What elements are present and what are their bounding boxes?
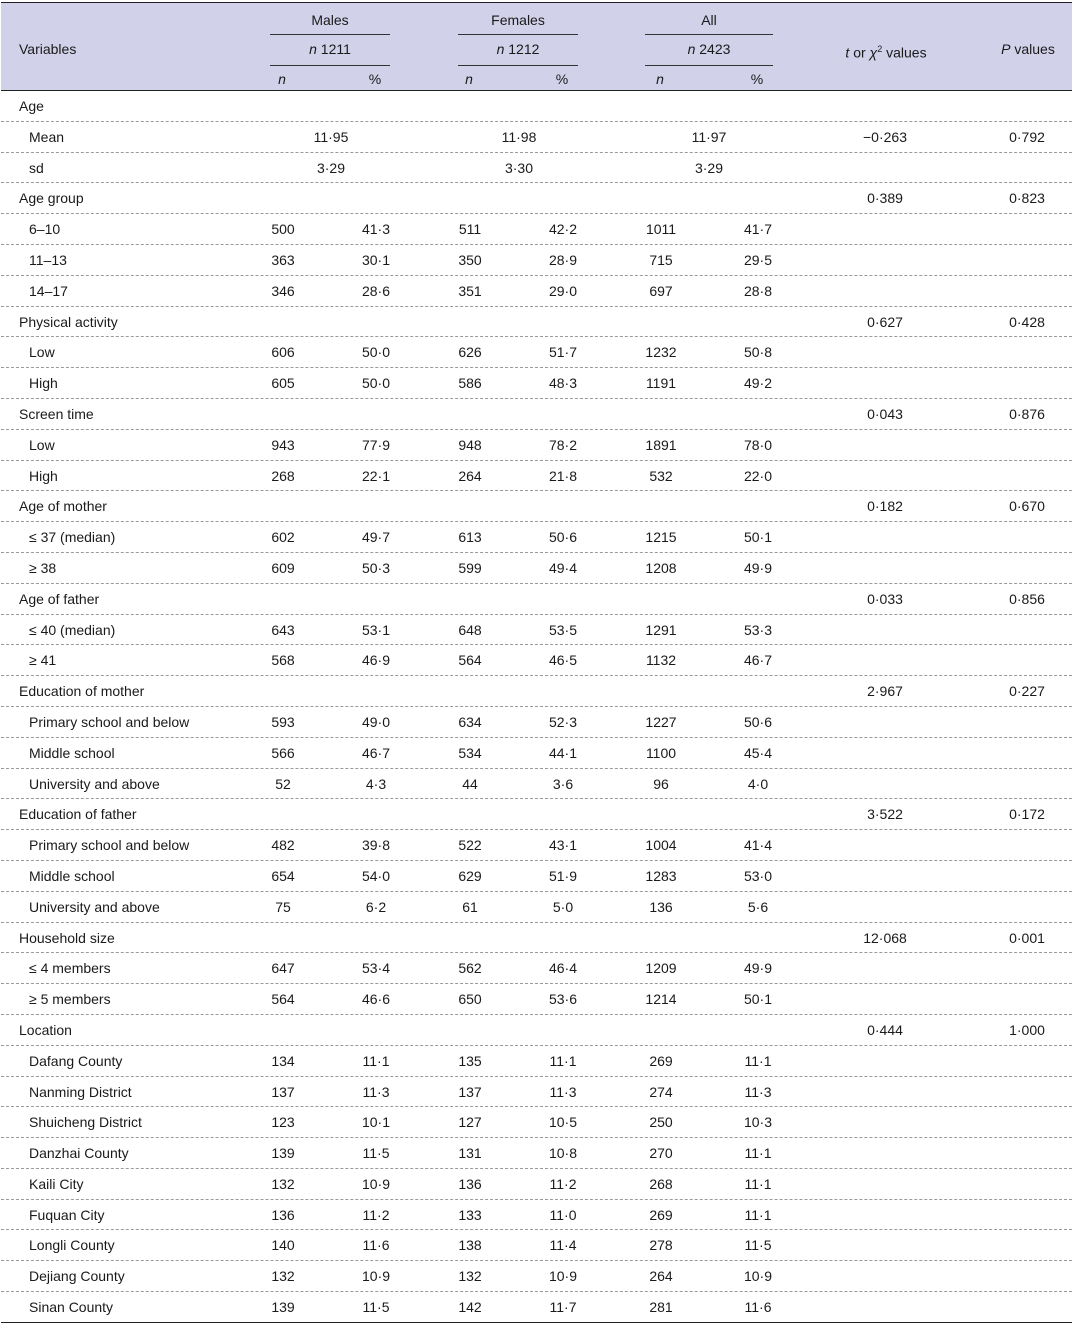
p-value-cell: 0·792: [1009, 128, 1045, 145]
males-pct-cell: 46·9: [361, 652, 391, 669]
females-pct-cell: 5·0: [552, 898, 574, 915]
females-n-cell: 629: [458, 867, 482, 884]
table-row: [1, 337, 1072, 368]
p-value-cell: 0·670: [1009, 498, 1045, 515]
row-label: ≥ 38: [29, 559, 57, 576]
header-all-sub-n: n: [656, 71, 664, 87]
table-row: [1, 892, 1072, 923]
t-value-cell: 12·068: [863, 929, 907, 946]
t-value-cell: −0·263: [863, 128, 907, 145]
all-pct-cell: 11·5: [744, 1237, 772, 1254]
row-label: Primary school and below: [29, 713, 190, 730]
row-heading-label: Physical activity: [19, 313, 118, 330]
females-n-cell: 613: [458, 529, 482, 546]
row-label: Fuquan City: [29, 1206, 105, 1223]
header-females-sub-pct: %: [555, 71, 569, 87]
p-value-cell: 0·823: [1009, 190, 1045, 207]
males-pct-cell: 22·1: [361, 467, 391, 484]
males-pct-cell: 77·9: [361, 436, 391, 453]
row-label: Dejiang County: [29, 1268, 125, 1285]
males-pct-cell: 50·0: [361, 375, 391, 392]
table-row: [1, 861, 1072, 892]
females-pct-cell: 44·1: [548, 744, 578, 761]
table-row: [1, 830, 1072, 861]
all-pct-cell: 11·6: [744, 1299, 772, 1316]
males-n-cell: 75: [275, 898, 291, 915]
table-row: [1, 430, 1072, 461]
males-n-cell: 134: [271, 1052, 295, 1069]
row-label: University and above: [29, 898, 160, 915]
males-n-cell: 268: [271, 467, 295, 484]
females-value-cell: 3·30: [504, 159, 534, 176]
females-n-cell: 534: [458, 744, 482, 761]
t-value-cell: 0·043: [867, 405, 903, 422]
females-pct-cell: 53·5: [548, 621, 578, 638]
table-row: [1, 1138, 1072, 1169]
females-pct-cell: 11·1: [549, 1052, 577, 1069]
row-heading-label: Age: [19, 98, 44, 114]
header-females-sub-n: n: [465, 71, 473, 87]
males-pct-cell: 53·1: [361, 621, 391, 638]
header-males-n: n 1211: [309, 41, 351, 57]
row-label: ≤ 4 members: [29, 960, 111, 977]
females-n-cell: 61: [462, 898, 478, 915]
females-pct-cell: 11·7: [549, 1299, 577, 1316]
males-n-cell: 139: [271, 1145, 295, 1162]
all-n-cell: 250: [649, 1114, 673, 1131]
males-pct-cell: 46·7: [361, 744, 391, 761]
header-variables: Variables: [19, 41, 77, 57]
males-pct-cell: 11·5: [362, 1145, 390, 1162]
females-n-cell: 44: [462, 775, 478, 792]
males-pct-cell: 50·3: [361, 559, 391, 576]
females-pct-cell: 11·4: [549, 1237, 577, 1254]
males-pct-cell: 11·5: [362, 1299, 390, 1316]
females-n-cell: 135: [458, 1052, 482, 1069]
all-n-cell: 269: [649, 1206, 673, 1223]
males-n-cell: 137: [271, 1083, 295, 1100]
row-label: ≤ 37 (median): [29, 529, 116, 546]
all-n-cell: 1283: [645, 867, 677, 884]
row-label: ≥ 5 members: [29, 991, 111, 1008]
table-row: [1, 461, 1072, 492]
all-pct-cell: 28·8: [743, 282, 773, 299]
row-heading-label: Age group: [19, 190, 84, 207]
all-pct-cell: 5·6: [747, 898, 769, 915]
all-pct-cell: 4·0: [747, 775, 769, 792]
males-pct-cell: 6·2: [365, 898, 387, 915]
header-males: Males: [311, 12, 349, 28]
females-n-cell: 522: [458, 837, 482, 854]
all-n-cell: 1100: [645, 744, 677, 761]
all-pct-cell: 53·3: [743, 621, 773, 638]
header-all-sub-pct: %: [750, 71, 764, 87]
males-pct-cell: 39·8: [361, 837, 391, 854]
males-pct-cell: 11·3: [362, 1083, 390, 1100]
header-females-rule: [458, 34, 578, 35]
table-row: [1, 584, 1072, 615]
p-value-cell: 0·876: [1009, 405, 1045, 422]
females-pct-cell: 42·2: [548, 221, 578, 238]
table-row: [1, 122, 1072, 153]
row-heading-label: Location: [19, 1021, 72, 1038]
males-n-cell: 132: [271, 1268, 295, 1285]
all-pct-cell: 50·6: [743, 713, 773, 730]
males-n-cell: 602: [271, 529, 295, 546]
males-n-cell: 139: [271, 1299, 295, 1316]
all-pct-cell: 50·1: [743, 991, 773, 1008]
p-value-cell: 0·001: [1009, 929, 1045, 946]
header-p-values: P values: [1001, 41, 1055, 57]
females-n-cell: 564: [458, 652, 482, 669]
all-pct-cell: 11·1: [744, 1052, 772, 1069]
females-n-cell: 562: [458, 960, 482, 977]
all-n-cell: 136: [649, 898, 673, 915]
table-row: [1, 615, 1072, 646]
table-header: [1, 2, 1072, 91]
males-n-cell: 132: [271, 1175, 295, 1192]
row-label: Middle school: [29, 744, 115, 761]
p-value-cell: 0·856: [1009, 590, 1045, 607]
row-heading-label: Education of father: [19, 806, 137, 823]
row-label: ≥ 41: [29, 652, 57, 669]
table-row: [1, 214, 1072, 245]
row-label: ≤ 40 (median): [29, 621, 116, 638]
table-row: [1, 1077, 1072, 1108]
males-n-cell: 140: [271, 1237, 295, 1254]
males-pct-cell: 30·1: [361, 251, 391, 268]
females-pct-cell: 10·5: [548, 1114, 578, 1131]
all-n-cell: 697: [649, 282, 673, 299]
females-pct-cell: 50·6: [548, 529, 578, 546]
all-pct-cell: 78·0: [743, 436, 773, 453]
row-label: Nanming District: [29, 1083, 132, 1100]
males-pct-cell: 50·0: [361, 344, 391, 361]
t-value-cell: 0·627: [867, 313, 903, 330]
females-n-cell: 350: [458, 251, 482, 268]
t-value-cell: 0·389: [867, 190, 903, 207]
table-row: [1, 1107, 1072, 1138]
row-heading-label: Screen time: [19, 405, 94, 422]
females-n-cell: 626: [458, 344, 482, 361]
table-row: [1, 1200, 1072, 1231]
row-label: 14–17: [29, 282, 68, 299]
males-n-cell: 654: [271, 867, 295, 884]
header-males-subrule: [270, 65, 390, 66]
females-pct-cell: 46·4: [548, 960, 578, 977]
row-label: Mean: [29, 128, 65, 145]
table-row: [1, 1015, 1072, 1046]
females-pct-cell: 48·3: [548, 375, 578, 392]
all-pct-cell: 10·3: [743, 1114, 773, 1131]
row-label: 6–10: [29, 221, 61, 238]
table-row: [1, 491, 1072, 522]
males-pct-cell: 53·4: [361, 960, 391, 977]
p-value-cell: 0·428: [1009, 313, 1045, 330]
males-pct-cell: 4·3: [365, 775, 387, 792]
row-label: High: [29, 375, 58, 392]
females-value-cell: 11·98: [501, 128, 537, 145]
males-pct-cell: 28·6: [361, 282, 391, 299]
females-pct-cell: 11·2: [549, 1175, 577, 1192]
table-row: [1, 769, 1072, 800]
males-n-cell: 566: [271, 744, 295, 761]
females-pct-cell: 10·8: [548, 1145, 578, 1162]
all-n-cell: 1214: [645, 991, 677, 1008]
all-pct-cell: 22·0: [743, 467, 773, 484]
table-body: [1, 91, 1072, 1323]
males-n-cell: 564: [271, 991, 295, 1008]
table-row: [1, 1046, 1072, 1077]
row-label: 11–13: [29, 251, 67, 268]
all-pct-cell: 50·8: [743, 344, 773, 361]
t-value-cell: 3·522: [867, 806, 903, 823]
all-n-cell: 1011: [645, 221, 677, 238]
table-row: [1, 1261, 1072, 1292]
females-pct-cell: 10·9: [548, 1268, 578, 1285]
table-row: [1, 368, 1072, 399]
table-row: [1, 153, 1072, 184]
females-pct-cell: 51·9: [548, 867, 578, 884]
males-n-cell: 136: [271, 1206, 295, 1223]
females-n-cell: 137: [458, 1083, 482, 1100]
table-row: [1, 91, 1072, 122]
table-row: [1, 799, 1072, 830]
all-pct-cell: 53·0: [743, 867, 773, 884]
header-females-n: n 1212: [496, 41, 540, 57]
males-n-cell: 482: [271, 837, 295, 854]
all-n-cell: 281: [649, 1299, 673, 1316]
females-n-cell: 948: [458, 436, 482, 453]
table-row: [1, 1292, 1072, 1323]
males-n-cell: 568: [271, 652, 295, 669]
all-pct-cell: 29·5: [743, 251, 773, 268]
females-pct-cell: 11·3: [549, 1083, 577, 1100]
females-n-cell: 133: [458, 1206, 482, 1223]
males-n-cell: 647: [271, 960, 295, 977]
table-row: [1, 676, 1072, 707]
females-n-cell: 142: [458, 1299, 482, 1316]
females-pct-cell: 3·6: [552, 775, 574, 792]
males-pct-cell: 54·0: [361, 867, 391, 884]
females-n-cell: 136: [458, 1175, 482, 1192]
header-all-n: n 2423: [687, 41, 731, 57]
row-label: High: [29, 467, 58, 484]
females-pct-cell: 78·2: [548, 436, 578, 453]
females-n-cell: 586: [458, 375, 482, 392]
table-row: [1, 984, 1072, 1015]
all-n-cell: 278: [649, 1237, 673, 1254]
males-n-cell: 593: [271, 713, 295, 730]
row-label: Low: [29, 344, 55, 361]
females-pct-cell: 49·4: [548, 559, 578, 576]
all-pct-cell: 49·2: [743, 375, 773, 392]
header-all-rule: [645, 34, 773, 35]
females-n-cell: 127: [458, 1114, 482, 1131]
t-value-cell: 2·967: [867, 683, 903, 700]
all-value-cell: 11·97: [691, 128, 727, 145]
females-pct-cell: 29·0: [548, 282, 578, 299]
males-n-cell: 123: [271, 1114, 295, 1131]
all-n-cell: 264: [649, 1268, 673, 1285]
females-pct-cell: 28·9: [548, 251, 578, 268]
all-n-cell: 1191: [645, 375, 677, 392]
all-pct-cell: 50·1: [743, 529, 773, 546]
row-label: sd: [29, 159, 44, 176]
all-n-cell: 1891: [645, 436, 677, 453]
males-n-cell: 943: [271, 436, 295, 453]
table-row: [1, 183, 1072, 214]
table-row: [1, 307, 1072, 338]
males-pct-cell: 46·6: [361, 991, 391, 1008]
header-females-subrule: [458, 65, 578, 66]
p-value-cell: 0·227: [1009, 683, 1045, 700]
females-pct-cell: 11·0: [549, 1206, 577, 1223]
p-value-cell: 0·172: [1009, 806, 1045, 823]
all-n-cell: 96: [653, 775, 669, 792]
table-row: [1, 707, 1072, 738]
all-pct-cell: 49·9: [743, 559, 773, 576]
table-row: [1, 399, 1072, 430]
all-n-cell: 1291: [645, 621, 677, 638]
table-row: [1, 276, 1072, 307]
row-label: Middle school: [29, 867, 115, 884]
females-n-cell: 351: [458, 282, 482, 299]
males-value-cell: 11·95: [313, 128, 349, 145]
header-all: All: [701, 12, 717, 28]
all-value-cell: 3·29: [694, 159, 724, 176]
all-pct-cell: 41·7: [743, 221, 773, 238]
table-row: [1, 553, 1072, 584]
all-pct-cell: 11·1: [744, 1206, 772, 1223]
males-n-cell: 605: [271, 375, 295, 392]
all-pct-cell: 11·3: [744, 1083, 772, 1100]
males-n-cell: 52: [275, 775, 291, 792]
all-n-cell: 1209: [645, 960, 677, 977]
row-label: Primary school and below: [29, 837, 190, 854]
header-t-chi-values: t or $\chi^2$ values: [845, 44, 927, 61]
males-pct-cell: 10·9: [361, 1268, 391, 1285]
males-n-cell: 609: [271, 559, 295, 576]
females-n-cell: 131: [458, 1145, 482, 1162]
males-n-cell: 643: [271, 621, 295, 638]
males-n-cell: 500: [271, 221, 295, 238]
females-pct-cell: 21·8: [548, 467, 578, 484]
all-pct-cell: 11·1: [744, 1145, 772, 1162]
row-label: Dafang County: [29, 1052, 123, 1069]
p-value-cell: 1·000: [1009, 1021, 1045, 1038]
table-row: [1, 923, 1072, 954]
all-n-cell: 1132: [645, 652, 677, 669]
all-n-cell: 274: [649, 1083, 673, 1100]
males-pct-cell: 11·1: [362, 1052, 390, 1069]
males-pct-cell: 11·2: [362, 1206, 390, 1223]
all-n-cell: 715: [649, 251, 673, 268]
females-n-cell: 648: [458, 621, 482, 638]
all-n-cell: 1232: [645, 344, 677, 361]
all-n-cell: 268: [649, 1175, 673, 1192]
t-value-cell: 0·444: [867, 1021, 903, 1038]
table-row: [1, 245, 1072, 276]
males-n-cell: 606: [271, 344, 295, 361]
males-n-cell: 346: [271, 282, 295, 299]
all-n-cell: 1208: [645, 559, 677, 576]
males-pct-cell: 11·6: [362, 1237, 390, 1254]
all-n-cell: 532: [649, 467, 673, 484]
females-n-cell: 264: [458, 467, 482, 484]
all-n-cell: 270: [649, 1145, 673, 1162]
males-pct-cell: 49·7: [361, 529, 391, 546]
females-n-cell: 132: [458, 1268, 482, 1285]
males-pct-cell: 41·3: [361, 221, 391, 238]
header-females: Females: [491, 12, 545, 28]
males-n-cell: 363: [271, 251, 295, 268]
row-label: Danzhai County: [29, 1145, 129, 1162]
row-heading-label: Household size: [19, 929, 115, 946]
all-n-cell: 269: [649, 1052, 673, 1069]
row-heading-label: Age of mother: [19, 498, 107, 515]
all-n-cell: 1227: [645, 713, 677, 730]
females-n-cell: 511: [458, 221, 482, 238]
females-pct-cell: 51·7: [548, 344, 578, 361]
t-value-cell: 0·182: [867, 498, 903, 515]
all-n-cell: 1215: [645, 529, 677, 546]
females-n-cell: 599: [458, 559, 482, 576]
table-row: [1, 953, 1072, 984]
table-row: [1, 1230, 1072, 1261]
t-value-cell: 0·033: [867, 590, 903, 607]
row-heading-label: Age of father: [19, 590, 100, 607]
header-males-sub-n: n: [278, 71, 286, 87]
row-label: Shuicheng District: [29, 1114, 142, 1131]
females-pct-cell: 53·6: [548, 991, 578, 1008]
table-row: [1, 1169, 1072, 1200]
males-pct-cell: 10·1: [361, 1114, 391, 1131]
all-pct-cell: 10·9: [743, 1268, 773, 1285]
header-males-sub-pct: %: [368, 71, 382, 87]
all-pct-cell: 49·9: [743, 960, 773, 977]
all-n-cell: 1004: [645, 837, 677, 854]
females-pct-cell: 46·5: [548, 652, 578, 669]
table-row: [1, 522, 1072, 553]
table-row: [1, 645, 1072, 676]
header-all-subrule: [645, 65, 773, 66]
row-label: Longli County: [29, 1237, 115, 1254]
females-pct-cell: 43·1: [548, 837, 578, 854]
all-pct-cell: 46·7: [743, 652, 773, 669]
females-pct-cell: 52·3: [548, 713, 578, 730]
row-heading-label: Education of mother: [19, 683, 145, 700]
females-n-cell: 138: [458, 1237, 482, 1254]
row-label: Low: [29, 436, 55, 453]
row-label: Kaili City: [29, 1175, 84, 1192]
all-pct-cell: 45·4: [743, 744, 773, 761]
females-n-cell: 634: [458, 713, 482, 730]
males-value-cell: 3·29: [316, 159, 346, 176]
females-n-cell: 650: [458, 991, 482, 1008]
header-males-rule: [270, 34, 390, 35]
males-pct-cell: 49·0: [361, 713, 391, 730]
males-pct-cell: 10·9: [361, 1175, 391, 1192]
row-label: University and above: [29, 775, 160, 792]
row-label: Sinan County: [29, 1299, 114, 1316]
table-row: [1, 738, 1072, 769]
all-pct-cell: 11·1: [744, 1175, 772, 1192]
all-pct-cell: 41·4: [743, 837, 773, 854]
